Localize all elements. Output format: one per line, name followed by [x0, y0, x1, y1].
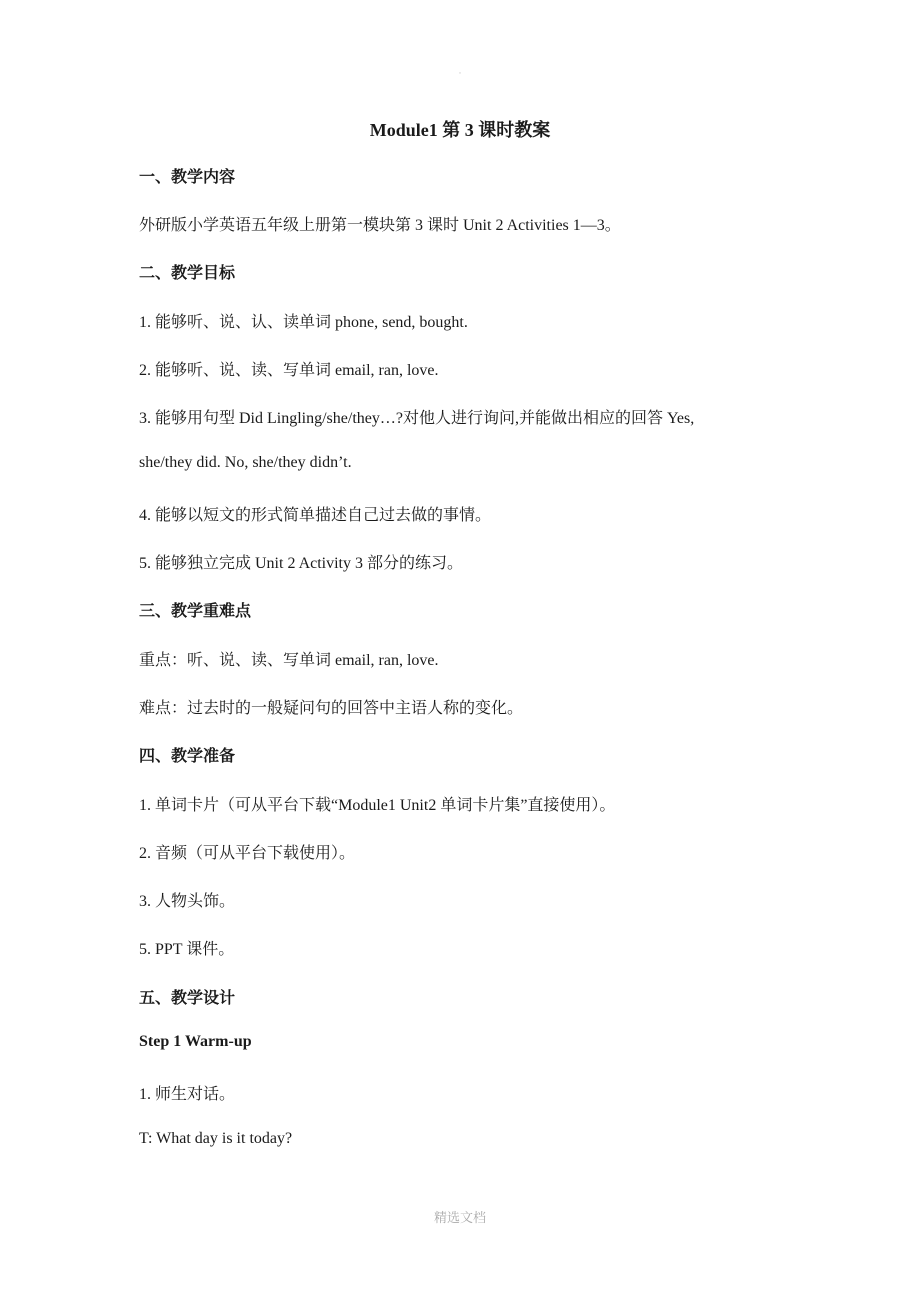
key-point: 重点：听、说、读、写单词 email, ran, love. [139, 652, 439, 669]
document-title: Module1 第 3 课时教案 [369, 120, 551, 140]
goal-item-4: 4. 能够以短文的形式简单描述自己过去做的事情。 [139, 507, 492, 524]
goal-item-3: 3. 能够用句型 Did Lingling/she/they…?对他人进行询问,并能做出相应的回答 Yes, [139, 410, 695, 427]
heading-content: 一、教学内容 [139, 167, 236, 186]
difficult-point: 难点：过去时的一般疑问句的回答中主语人称的变化。 [139, 700, 524, 717]
goal-item-1: 1. 能够听、说、认、读单词 phone, send, bought. [139, 314, 468, 331]
goal-item-2: 2. 能够听、说、读、写单词 email, ran, love. [139, 362, 439, 379]
step-1-item: 1. 师生对话。 [139, 1086, 236, 1103]
header-mark: · [458, 68, 462, 78]
prep-item-5: 5. PPT 课件。 [139, 941, 235, 958]
heading-key-points: 三、教学重难点 [139, 601, 252, 620]
heading-design: 五、教学设计 [139, 988, 236, 1007]
goal-item-5: 5. 能够独立完成 Unit 2 Activity 3 部分的练习。 [139, 555, 464, 572]
heading-goals: 二、教学目标 [139, 263, 236, 282]
heading-preparation: 四、教学准备 [139, 746, 236, 765]
prep-item-2: 2. 音频（可从平台下载使用）。 [139, 845, 356, 862]
goal-item-3-continued: she/they did. No, she/they didn’t. [139, 454, 352, 471]
dialog-line: T: What day is it today? [139, 1130, 293, 1147]
prep-item-1: 1. 单词卡片（可从平台下载“Module1 Unit2 单词卡片集”直接使用）。 [139, 797, 616, 814]
step-1-title: Step 1 Warm-up [139, 1033, 252, 1050]
content-text: 外研版小学英语五年级上册第一模块第 3 课时 Unit 2 Activities 1—3。 [139, 217, 621, 234]
footer-watermark: 精选文档 [433, 1211, 486, 1226]
prep-item-3: 3. 人物头饰。 [139, 893, 236, 910]
